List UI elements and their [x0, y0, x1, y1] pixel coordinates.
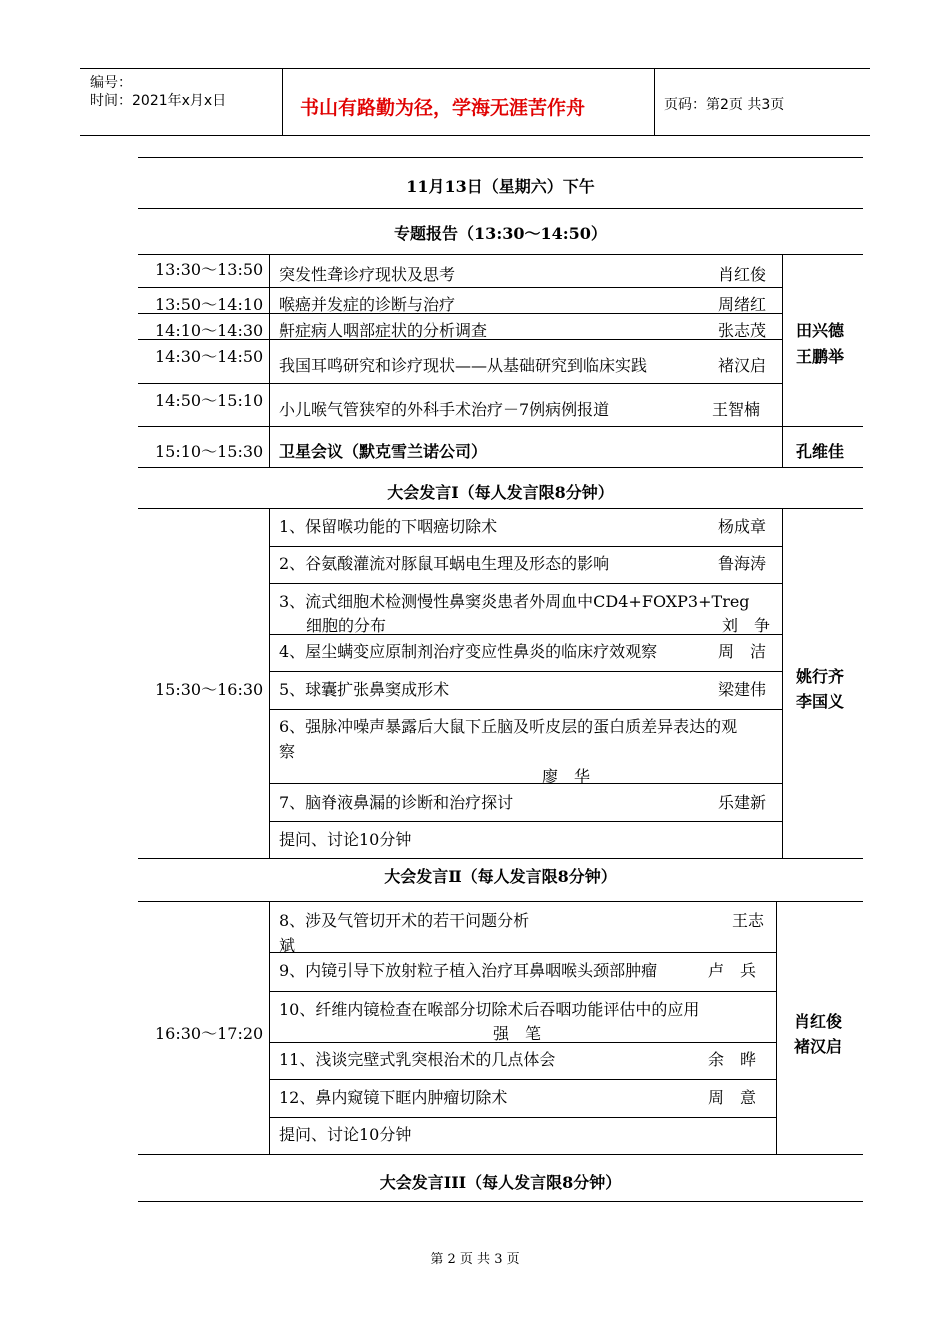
session-speaker: 肖红俊: [718, 265, 767, 284]
talk-topic: 2、谷氨酸灌流对豚鼠耳蜗电生理及形态的影响: [279, 554, 610, 573]
chair-name: 王鹏举: [796, 347, 845, 366]
session-topic: 我国耳鸣研究和诊疗现状——从基础研究到临床实践: [279, 356, 648, 375]
session-speaker: 褚汉启: [718, 356, 767, 375]
session-topic: 突发性聋诊疗现状及思考: [279, 265, 456, 284]
discussion-note: 提问、讨论10分钟: [279, 830, 412, 849]
satellite-time: 15:10～15:30: [155, 442, 264, 461]
section2-title: 大会发言Ⅰ（每人发言限8分钟）: [387, 483, 614, 502]
session-topic: 小儿喉气管狭窄的外科手术治疗－7例病例报道: [279, 400, 610, 419]
chair-name: 肖红俊: [794, 1012, 843, 1031]
section3-title: 大会发言Ⅱ（每人发言限8分钟）: [384, 867, 617, 886]
session-time: 13:30～13:50: [155, 260, 264, 279]
talk-topic: 10、纤维内镜检查在喉部分切除术后吞咽功能评估中的应用: [279, 1000, 700, 1019]
doc-number-label: 编号：: [90, 75, 132, 91]
talk-speaker: 鲁海涛: [718, 554, 767, 573]
talk-topic: 3、流式细胞术检测慢性鼻窦炎患者外周血中CD4+FOXP3+Treg: [279, 592, 750, 611]
talk-speaker: 余 晔: [708, 1050, 757, 1069]
talk-topic-continued: 细胞的分布: [306, 616, 387, 635]
page-label: 页码：第2页 共3页: [664, 97, 785, 113]
section4-title: 大会发言III（每人发言限8分钟）: [379, 1173, 622, 1192]
session-speaker: 周绪红: [718, 295, 767, 314]
session-time: 14:50～15:10: [155, 391, 264, 410]
session-time: 16:30～17:20: [155, 1024, 264, 1043]
session-time: 14:30～14:50: [155, 347, 264, 366]
talk-speaker: 卢 兵: [708, 961, 757, 980]
talk-speaker: 王志: [732, 911, 765, 930]
session-topic: 喉癌并发症的诊断与治疗: [279, 295, 456, 314]
session-time: 13:50～14:10: [155, 295, 264, 314]
discussion-note: 提问、讨论10分钟: [279, 1125, 412, 1144]
talk-speaker: 周 意: [708, 1088, 757, 1107]
chair-name: 褚汉启: [794, 1037, 843, 1056]
chair-name: 姚行齐: [796, 667, 845, 686]
talk-speaker: 刘 争: [722, 616, 771, 635]
talk-speaker: 廖 华: [542, 767, 591, 786]
talk-topic: 6、强脉冲噪声暴露后大鼠下丘脑及听皮层的蛋白质差异表达的观: [279, 717, 738, 736]
session-topic: 鼾症病人咽部症状的分析调查: [279, 321, 488, 340]
session-time: 14:10～14:30: [155, 321, 264, 340]
section1-title: 专题报告（13:30～14:50）: [394, 224, 607, 243]
talk-speaker: 梁建伟: [718, 680, 767, 699]
session-speaker: 张志茂: [718, 321, 767, 340]
session-speaker: 王智楠: [712, 400, 761, 419]
talk-topic: 1、保留喉功能的下咽癌切除术: [279, 517, 498, 536]
talk-speaker: 强 笔: [493, 1024, 542, 1043]
talk-topic: 12、鼻内窥镜下眶内肿瘤切除术: [279, 1088, 508, 1107]
day-title: 11月13日（星期六）下午: [406, 177, 595, 196]
talk-topic: 8、涉及气管切开术的若干问题分析: [279, 911, 530, 930]
talk-speaker-continued: 斌: [279, 936, 296, 955]
page-footer: 第 2 页 共 3 页: [430, 1252, 520, 1267]
talk-topic: 4、屋尘螨变应原制剂治疗变应性鼻炎的临床疗效观察: [279, 642, 658, 661]
talk-topic: 11、浅谈完壁式乳突根治术的几点体会: [279, 1050, 556, 1069]
chair-name: 田兴德: [796, 321, 845, 340]
talk-speaker: 乐建新: [718, 793, 767, 812]
talk-topic: 5、球囊扩张鼻窦成形术: [279, 680, 450, 699]
talk-topic: 9、内镜引导下放射粒子植入治疗耳鼻咽喉头颈部肿瘤: [279, 961, 658, 980]
session-time: 15:30～16:30: [155, 680, 264, 699]
satellite-chair: 孔维佳: [796, 442, 845, 461]
doc-date-label: 时间：2021年x月x日: [90, 93, 227, 109]
talk-speaker: 周 洁: [718, 642, 767, 661]
talk-topic: 7、脑脊液鼻漏的诊断和治疗探讨: [279, 793, 514, 812]
talk-speaker: 杨成章: [718, 517, 767, 536]
talk-topic-continued: 察: [279, 742, 296, 761]
chair-name: 李国义: [796, 692, 845, 711]
satellite-topic: 卫星会议（默克雪兰诺公司）: [279, 442, 488, 461]
motto: 书山有路勤为径，学海无涯苦作舟: [300, 97, 586, 119]
